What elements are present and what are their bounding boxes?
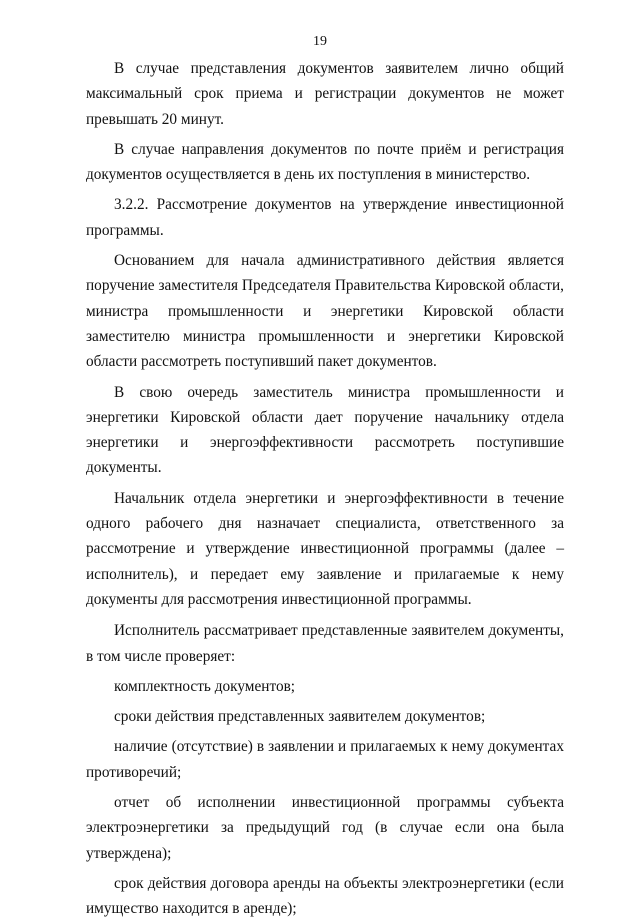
list-item-completeness: комплектность документов; — [114, 677, 296, 695]
list-item-validity-terms: сроки действия представленных заявителем документов; — [114, 708, 486, 726]
page-number: 19 — [313, 34, 327, 49]
list-item-previous-report: отчет об исполнении инвестиционной программы субъекта электроэнергетики за предыдущий год (в случае если она была утверждена); — [86, 794, 564, 862]
list-item-contradictions: наличие (отсутствие) в заявлении и прилагаемых к нему документах противоречий; — [86, 738, 564, 781]
paragraph-department-head: Начальник отдела энергетики и энергоэффективности в течение одного рабочего дня назначает специалиста, ответственного за рассмотрение и утверждение инвестиционной программы (далее – исполнитель), и передает ему заявление и прилагаемые к нему документы для рассмотрения инвестиционной программы. — [86, 489, 564, 608]
section-heading-3-2-2: 3.2.2. Рассмотрение документов на утверждение инвестиционной программы. — [86, 196, 564, 239]
document-body — [86, 56, 564, 922]
paragraph-submission-time: В случае представления документов заявителем лично общий максимальный срок приема и регистрации документов не может превышать 20 минут. — [86, 60, 564, 128]
paragraph-deputy-instruction: В свою очередь заместитель министра промышленности и энергетики Кировской области дает поручение начальнику отдела энергетики и энергоэффективности рассмотреть поступившие документы. — [86, 383, 564, 477]
paragraph-grounds: Основанием для начала административного действия является поручение заместителя Председателя Правительства Кировской области, министра промышленности и энергетики Кировской области заместителю министра промышленности и энергетики Кировской области рассмотреть поступивший пакет документов. — [86, 252, 564, 371]
paragraph-executor-checks: Исполнитель рассматривает представленные заявителем документы, в том числе проверяет: — [86, 622, 564, 665]
paragraph-mail-registration: В случае направления документов по почте приём и регистрация документов осуществляется в день их поступления в министерство. — [86, 140, 564, 184]
list-item-lease-term: срок действия договора аренды на объекты электроэнергетики (если имущество находится в аренде); — [86, 874, 564, 918]
